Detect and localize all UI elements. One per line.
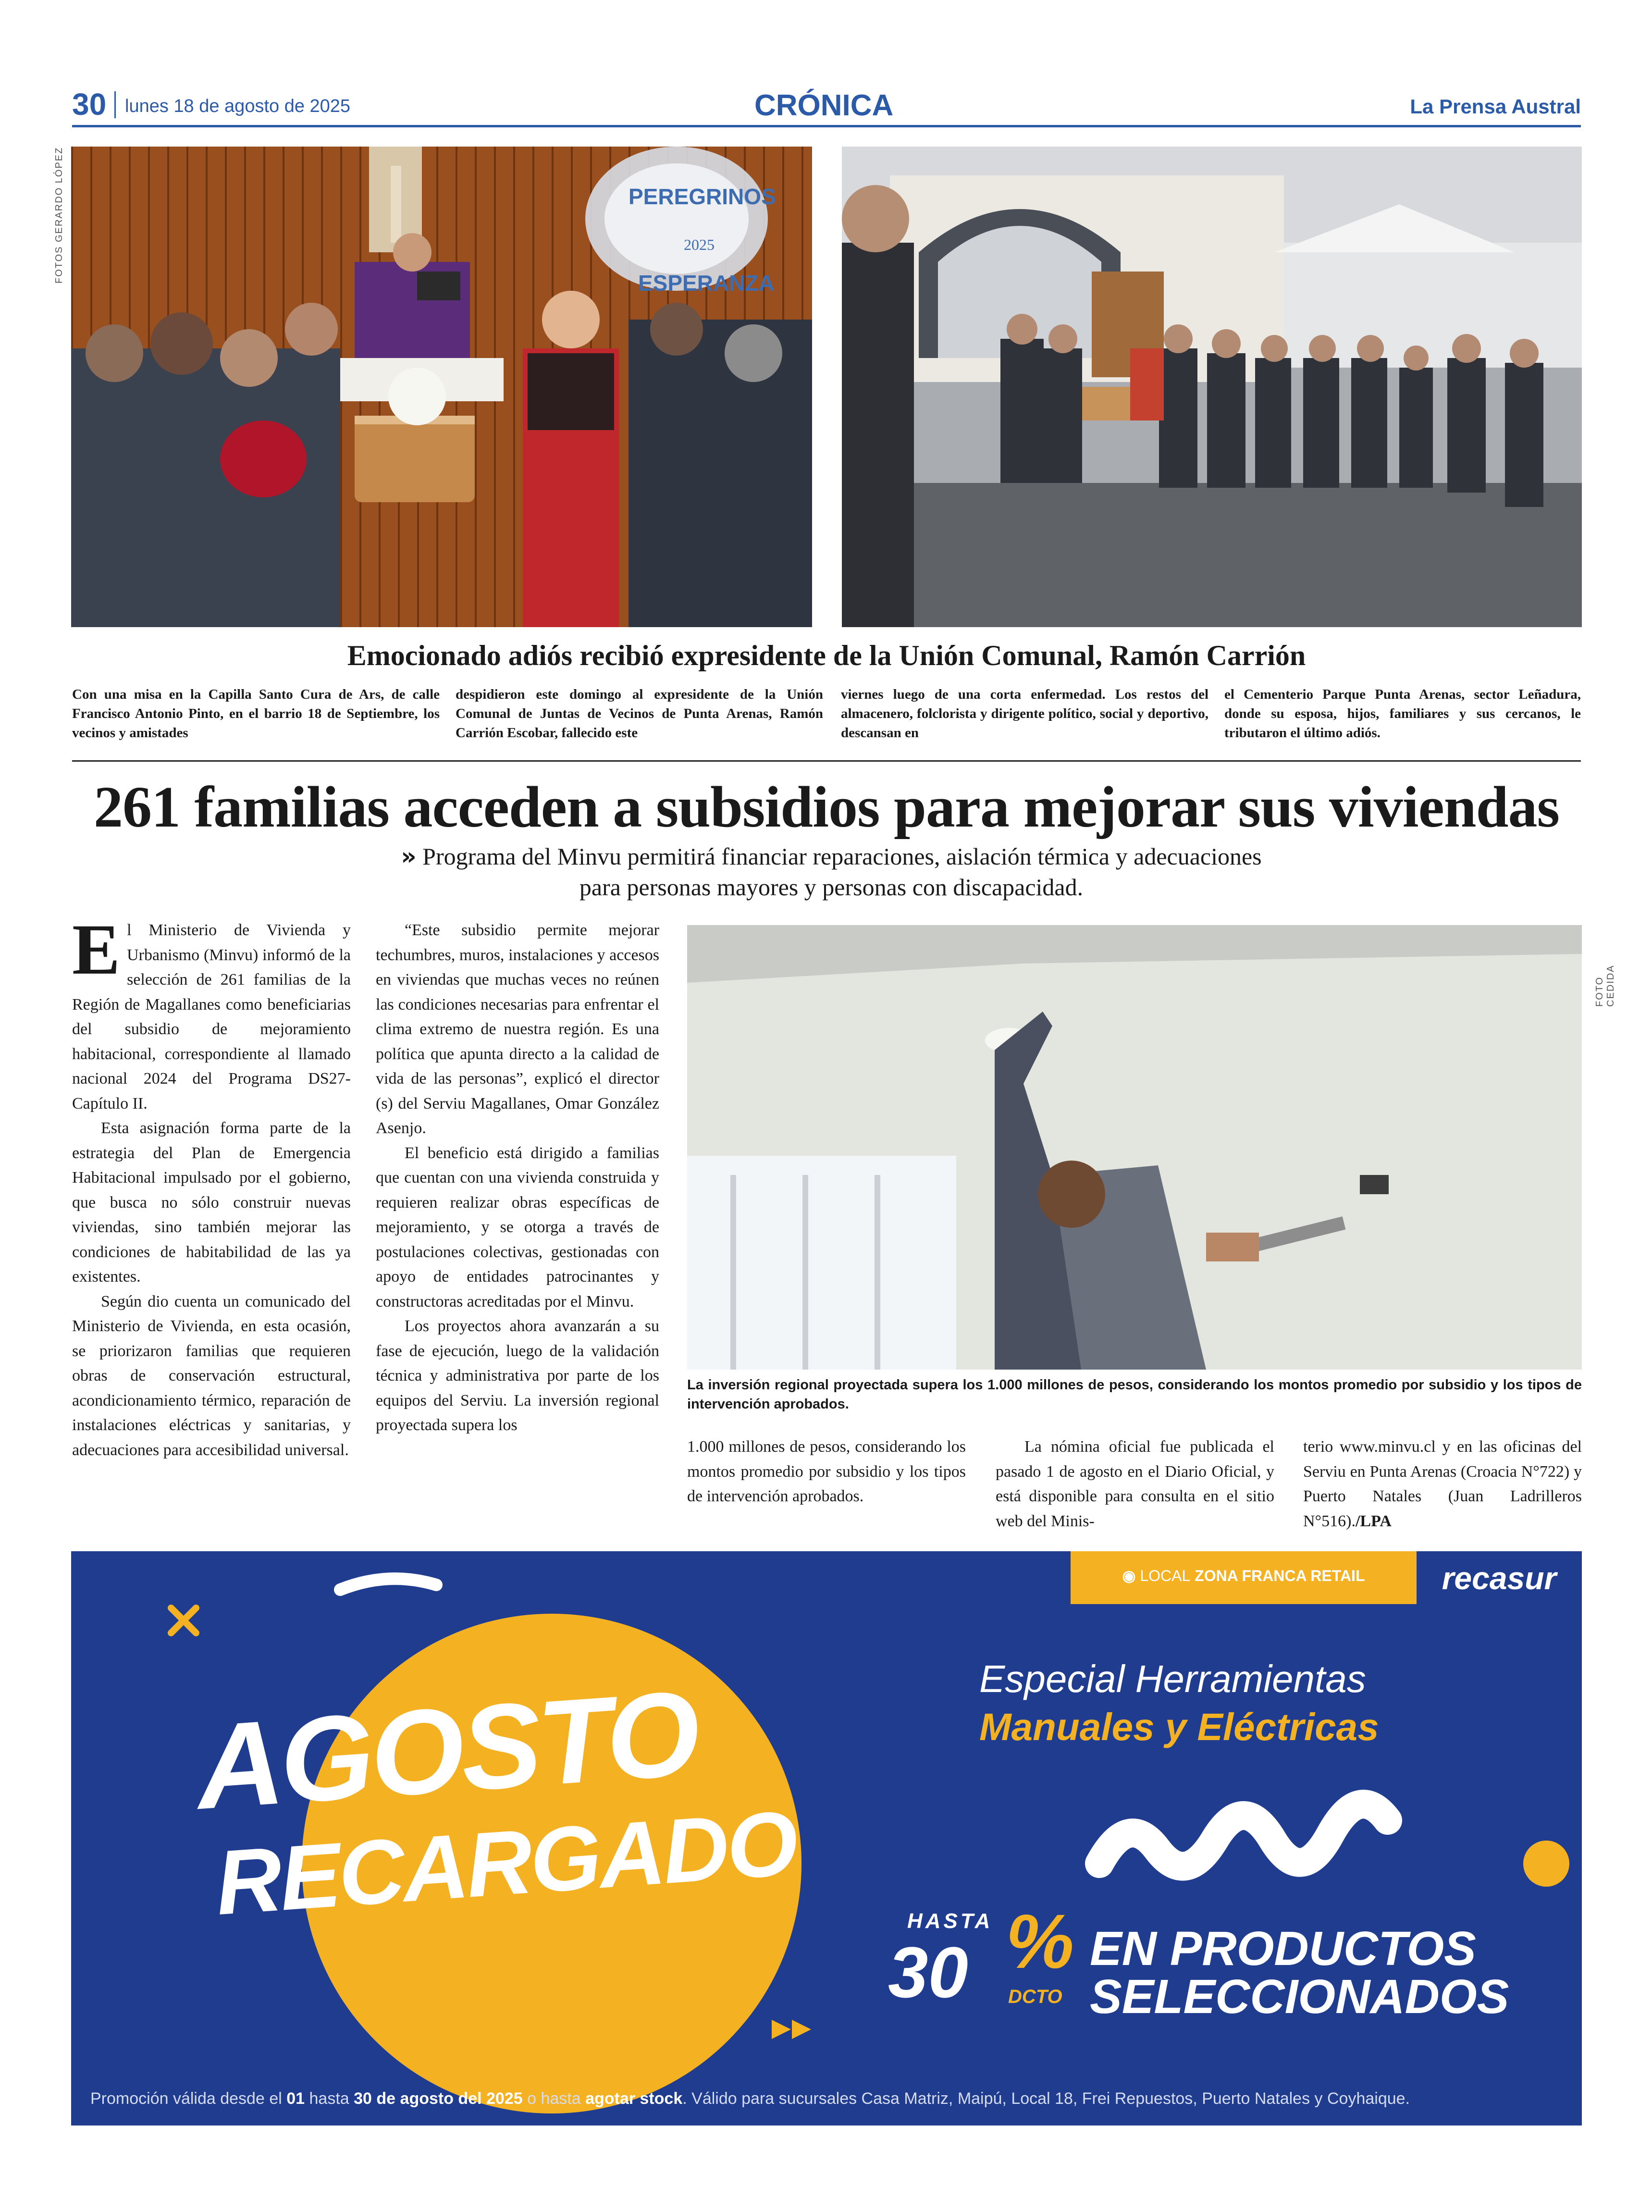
legal-part-4: 30 de agosto del 2025 [354, 2089, 523, 2108]
chevron-right-icon: » [401, 842, 417, 870]
photo-credit-middle: FOTO CEDIDA [1594, 964, 1616, 1007]
photo-chapel-mass [71, 147, 812, 627]
products-line2: SELECCIONADOS [1090, 1970, 1509, 2024]
story2-headline: 261 familias acceden a subsidios para mejorar sus viviendas [94, 775, 1559, 840]
story2-paragraph-2: Esta asignación forma parte de la estrategia del Plan de Emergencia Habitacional impulsado por el gobierno, que busca no sólo construir nuevas viviendas, sino también mejorar las condiciones de habitabilidad de las ya existentes. [72, 1119, 351, 1285]
story2-subheadline-text: Programa del Minvu permitirá financiar reparaciones, aislación térmica y adecuaciones para personas mayores y personas con discapacidad. [422, 843, 1262, 901]
header-separator [114, 91, 116, 118]
location-prefix: LOCAL [1140, 1567, 1191, 1584]
section-title: CRÓNICA [754, 89, 894, 122]
issue-date: lunes 18 de agosto de 2025 [125, 96, 351, 116]
ad-legal-text [90, 2089, 1563, 2108]
legal-part-7: . Válido para sucursales Casa Matriz, Maipú, Local 18, Frei Repuestos, Puerto Natales y Coyhaique. [682, 2089, 1410, 2108]
brand-logo: recasur [1442, 1560, 1557, 1596]
location-name: ZONA FRANCA RETAIL [1195, 1567, 1365, 1584]
story2-column-5 [1303, 1434, 1582, 1533]
ad-title-line1: AGOSTO [192, 1665, 702, 1835]
legal-part-3: hasta [305, 2089, 354, 2108]
story1-column-3: viernes luego de una corta enfermedad. Los restos del almacenero, folclorista y dirigente político, social y deportivo, descansan en [841, 687, 1208, 741]
story2-paragraph-3: Según dio cuenta un comunicado del Ministerio de Vivienda, en esta ocasión, se priorizaron familias que requieren obras de conservación estructural, acondicionamiento térmico, reparación de instalaciones eléctricas y sanitarias, y adecuaciones para accesibilidad universal. [72, 1292, 351, 1459]
advertisement-banner [71, 1551, 1582, 2125]
brand-logo-box [1417, 1551, 1582, 1604]
funeral-procession-illustration [842, 147, 1582, 627]
store-location-tag [1071, 1551, 1417, 1604]
discount-label: DCTO [1008, 1986, 1062, 2007]
story1-column-1: Con una misa en la Capilla Santo Cura de Ars, de calle Francisco Antonio Pinto, en el barrio 18 de Septiembre, los vecinos y amistades [72, 687, 440, 741]
story2-column-3: 1.000 millones de pesos, considerando los montos promedio por subsidio y los tipos de intervención aprobados. [687, 1438, 966, 1505]
products-line1: EN PRODUCTOS [1090, 1922, 1476, 1976]
story2-subheadline [399, 841, 1264, 902]
photo-credit-top: FOTOS GERARDO LÓPEZ [54, 147, 64, 284]
percent-sign: % [1006, 1898, 1074, 1984]
photo-worker-repair [687, 925, 1582, 1370]
page-number: 30 [72, 87, 107, 122]
story2-paragraph-5: El beneficio está dirigido a familias que cuentan con una vivienda construida y requieren realizar obras específicas de mejoramiento, y se otorga a través de postulaciones colectivas, gestionadas con apoyo de entidades patrocinantes y constructoras acreditadas por el Minvu. [376, 1144, 659, 1310]
story2-column-5-text: terio www.minvu.cl y en las oficinas del Serviu en Punta Arenas (Croacia N°722) y Puerto Natales (Juan Ladrilleros N°516). [1303, 1438, 1582, 1530]
story1-column-2: despidieron este domingo al expresidente de la Unión Comunal de Juntas de Vecinos de Punta Arenas, Ramón Carrión Escobar, fallecido este [456, 687, 823, 741]
location-pin-icon: ◉ [1122, 1567, 1136, 1584]
author-signature: /LPA [1355, 1512, 1392, 1530]
legal-part-5: o hasta [522, 2089, 586, 2108]
story1-headline: Emocionado adiós recibió expresidente de la Unión Comunal, Ramón Carrión [347, 640, 1306, 671]
chapel-mass-illustration [71, 147, 812, 627]
story2-paragraph-6: Los proyectos ahora avanzarán a su fase de ejecución, luego de la validación técnica y administrativa por parte de los equipos del Serviu. La inversión regional proyectada supera los [376, 1317, 659, 1434]
badge-year: 2025 [684, 236, 715, 253]
story2-column-1 [72, 910, 351, 1462]
discount-value: 30 [888, 1932, 968, 2013]
worker-repair-illustration [687, 925, 1582, 1370]
badge-text-bottom: ESPERANZA [638, 271, 775, 296]
photo-caption: La inversión regional proyectada supera los 1.000 millones de pesos, considerando los montos promedio por subsidio y los tipos de intervención aprobados. [687, 1377, 1582, 1412]
story2-column-2 [376, 918, 659, 1438]
legal-part-1: Promoción válida desde el [90, 2089, 287, 2108]
discount-prefix: HASTA [907, 1909, 993, 1933]
story2-paragraph-4: “Este subsidio permite mejorar techumbres, muros, instalaciones y accesos en viviendas que muchas veces no reúnen las condiciones necesarias para enfrentar el clima extremo de nuestra región. Es una política que apunta directo a la calidad de vida de las personas”, explicó el director (s) del Serviu Magallanes, Omar González Asenjo. [376, 921, 659, 1137]
legal-part-2: 01 [286, 2089, 305, 2108]
page-header [72, 87, 1581, 127]
story2-paragraph-1: l Ministerio de Vivienda y Urbanismo (Minvu) informó de la selección de 261 familias de la Región de Magallanes como beneficiarias del subsidio de mejoramiento habitacional, correspondiente al llamado nacional 2024 del Programa DS27-Capítulo II. [72, 921, 351, 1112]
section-divider [72, 760, 1581, 762]
ad-headline-line1: Especial Herramientas [979, 1657, 1366, 1700]
badge-text-top: PEREGRINOS [629, 184, 776, 209]
ad-headline-line2: Manuales y Eléctricas [979, 1705, 1379, 1748]
story2-column-4: La nómina oficial fue publicada el pasado 1 de agosto en el Diario Oficial, y está disponible para consulta en el sitio web del Minis- [996, 1438, 1274, 1530]
drop-cap: E [72, 910, 121, 989]
newspaper-name: La Prensa Austral [1410, 95, 1581, 118]
legal-part-6: agotar stock [585, 2089, 683, 2108]
ad-title-line2: RECARGADO [212, 1792, 800, 1934]
story1-column-4: el Cementerio Parque Punta Arenas, sector Leñadura, donde su esposa, hijos, familiares y sus cercanos, le tributaron el último adiós. [1224, 687, 1581, 741]
photo-funeral-procession [842, 147, 1582, 627]
